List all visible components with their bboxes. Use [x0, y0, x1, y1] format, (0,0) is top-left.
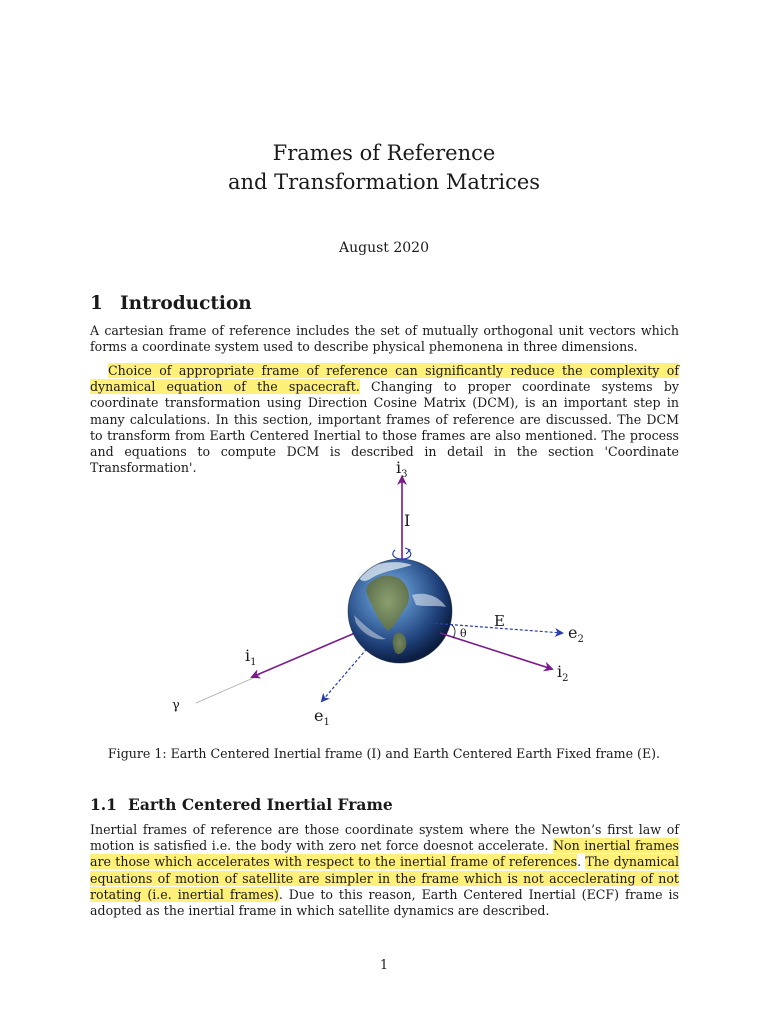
highlighted-text: Non inertial frames are those which accelerates with respect to the inertial frame of references	[90, 838, 679, 870]
frames-diagram	[150, 455, 620, 732]
subsection-number: 1.1	[90, 795, 117, 814]
section-heading-eci	[90, 794, 393, 816]
paragraph-text: . Due to this reason, Earth Centered Inertial (ECF) frame is adopted as the inertial frame in which satellite dynamics are described.	[90, 886, 680, 919]
document-title-line1: Frames of Reference	[272, 141, 496, 165]
theta-angle-arc	[452, 625, 455, 638]
page-number: 1	[379, 957, 388, 972]
i1-label: $i_1$	[245, 646, 257, 668]
gamma-label: γ	[172, 698, 180, 713]
eci-paragraph	[90, 822, 679, 919]
paragraph-text: Changing to proper coordinate systems by coordinate transformation using Direction Cosine Matrix (DCM), is an important step in many calculations. In this section, important frames of reference are discussed. The DCM to transform from Earth Centered Inertial to those frames are also mentioned. The process and equations to compute DCM is described in detail in the section 'Coordinate Transformation'.	[90, 379, 679, 476]
earth-fixed-frame-label: E	[494, 612, 505, 630]
figure-caption: Figure 1: Earth Centered Inertial frame (I) and Earth Centered Earth Fixed frame (E).	[107, 746, 661, 761]
e1-label: $e_1$	[314, 706, 330, 728]
paragraph-text: Inertial frames of reference are those coordinate system where the Newton’s first law of motion is satisfied i.e. the body with zero net force doesnot accelerate.	[90, 822, 679, 854]
section-title: Introduction	[120, 293, 252, 314]
gamma-direction-line	[196, 675, 260, 703]
document-date: August 2020	[339, 240, 429, 256]
inertial-frame-label: I	[404, 511, 411, 530]
paragraph-text: .	[577, 854, 586, 870]
document-title-line2: and Transformation Matrices	[227, 170, 541, 194]
highlighted-text: The dynamical equations of motion of satellite are simpler in the frame which is not acceclerating of not rotating (i.e. inertial frames)	[90, 854, 680, 902]
i2-axis-arrow	[440, 633, 552, 669]
reference-frames-figure	[150, 455, 620, 732]
theta-label: θ	[460, 627, 467, 640]
i3-label: $i_3$	[396, 458, 408, 480]
e2-label: $e_2$	[568, 623, 584, 645]
e1-axis-arrow	[322, 645, 370, 701]
earth-globe	[348, 559, 452, 663]
intro-paragraph-1: A cartesian frame of reference includes the set of mutually orthogonal unit vectors which forms a coordinate system used to describe physical phemonena in three dimensions.	[90, 323, 679, 355]
i2-label: $i_2$	[557, 662, 569, 684]
section-heading-introduction	[90, 291, 252, 317]
subsection-title: Earth Centered Inertial Frame	[128, 795, 393, 814]
i1-axis-arrow	[252, 633, 355, 677]
highlighted-text: Choice of appropriate frame of reference can significantly reduce the complexity of dynamical equation of the spacecraft.	[90, 363, 679, 395]
section-number: 1	[90, 293, 103, 314]
